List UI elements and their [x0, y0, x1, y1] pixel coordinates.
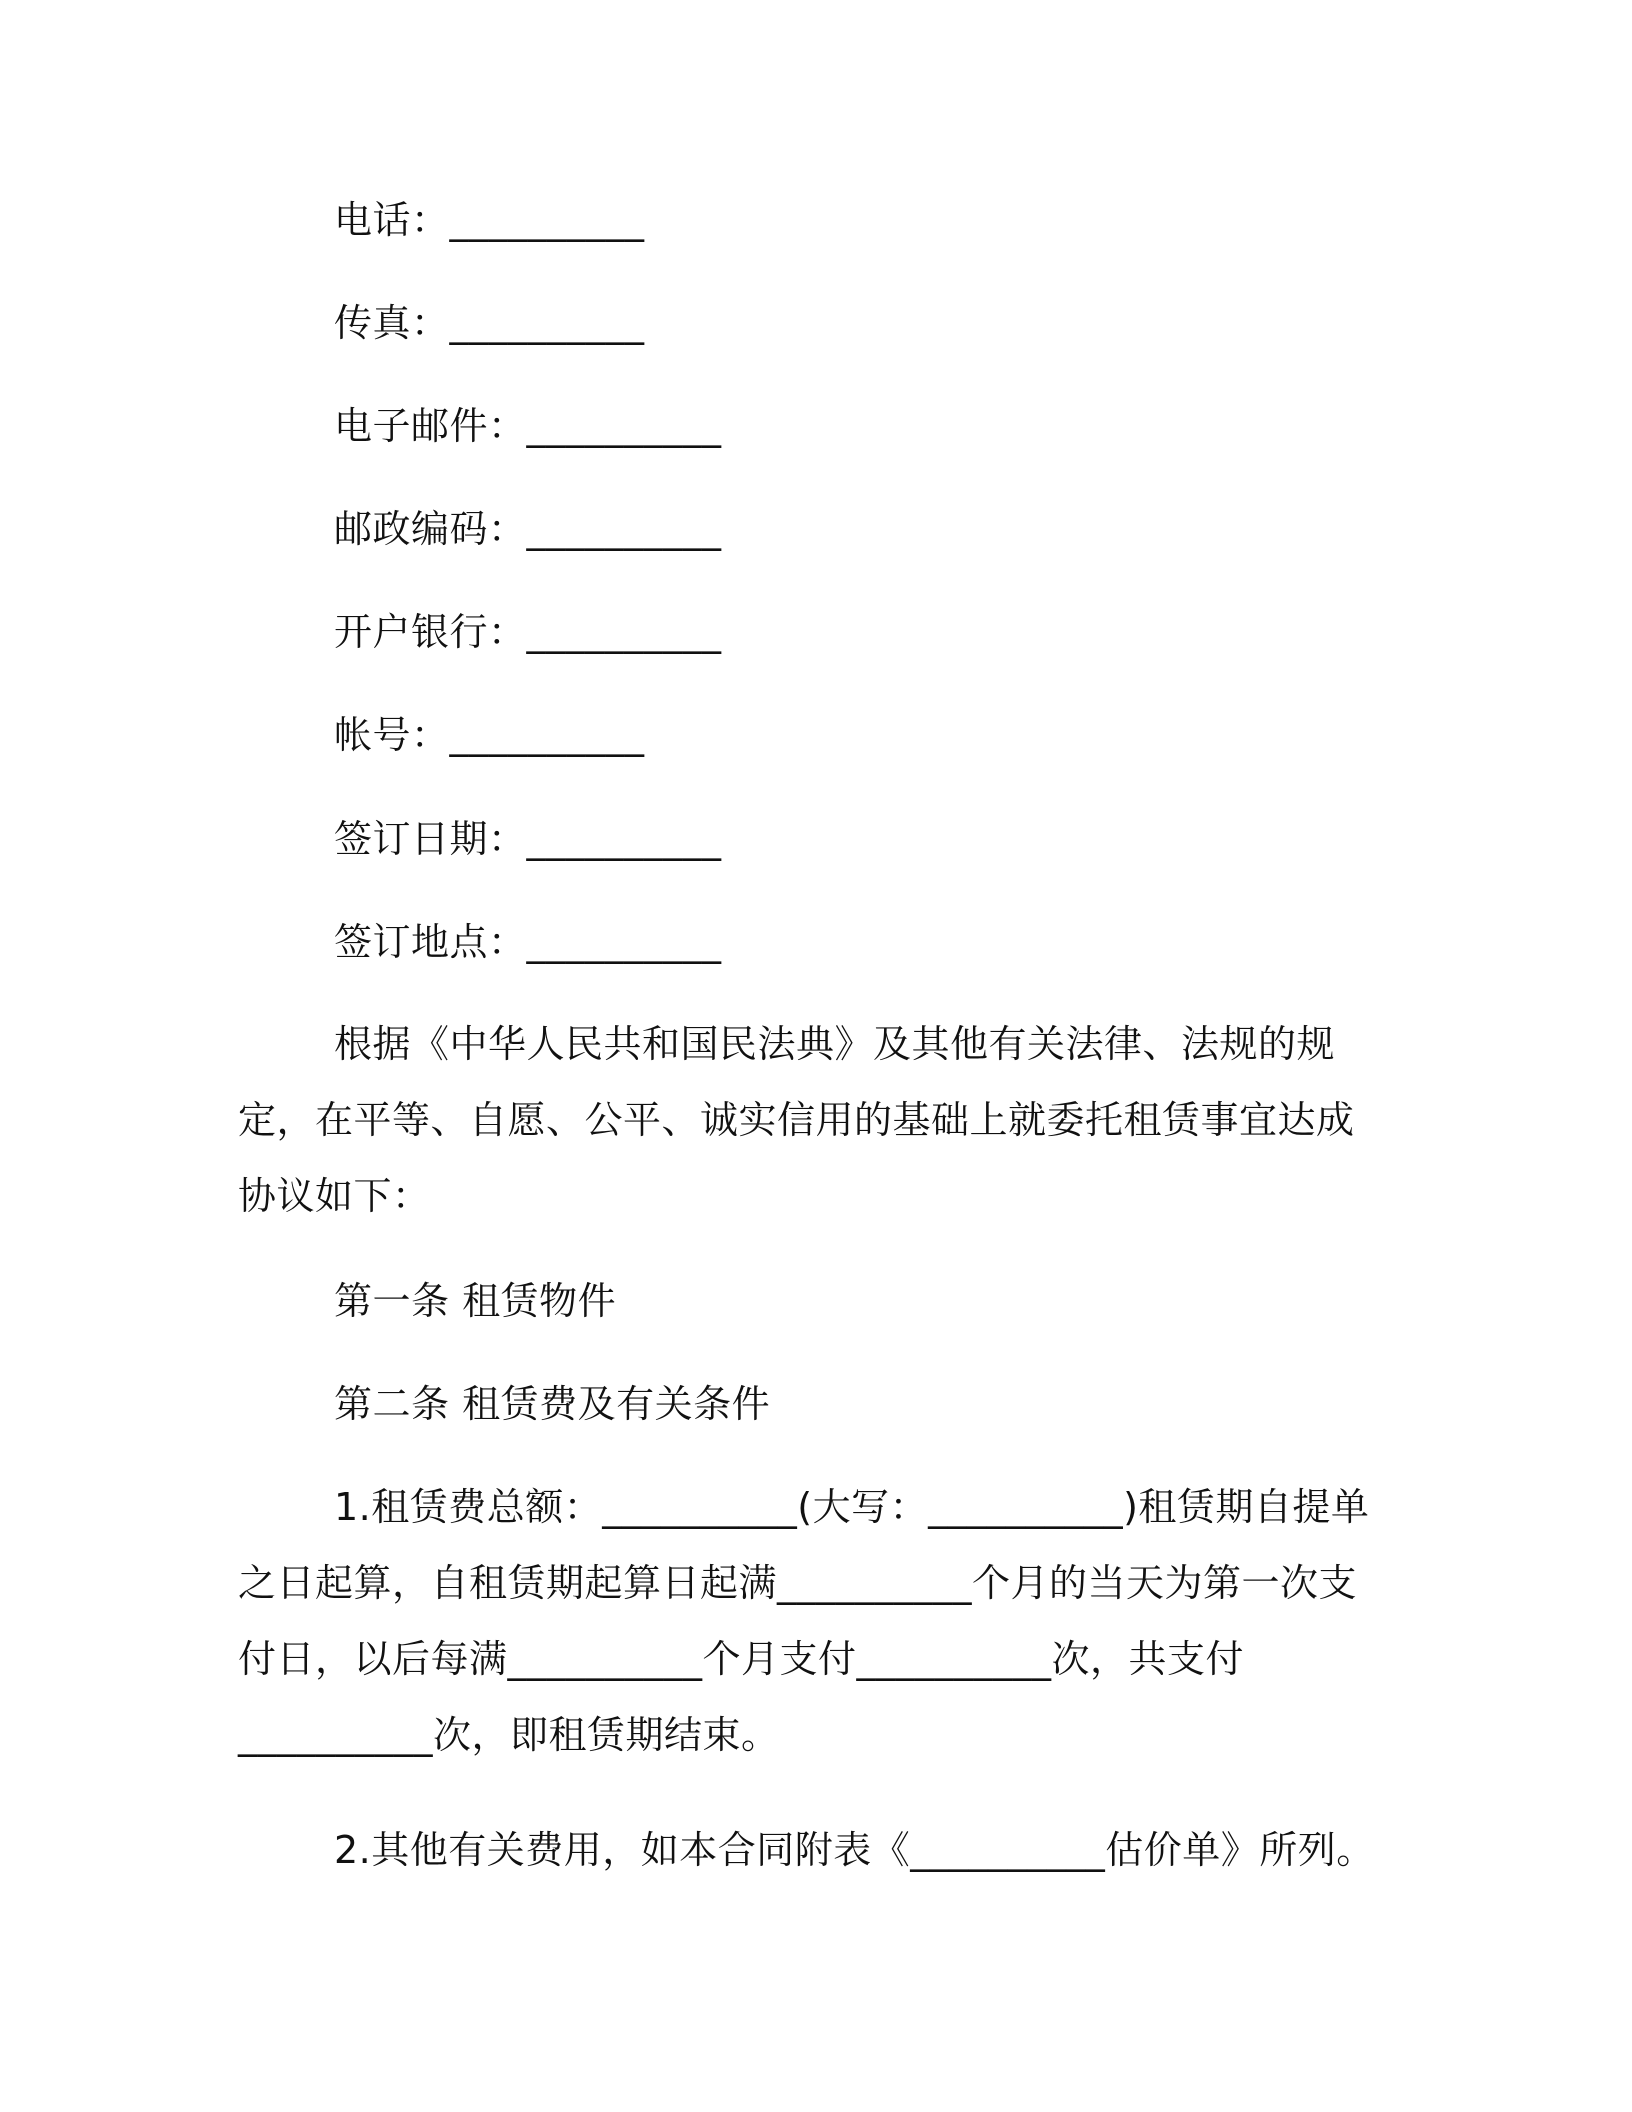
field-account-number: 帐号：__________ — [334, 713, 645, 757]
clause-1-paragraph — [238, 1469, 1378, 1773]
field-signing-date: 签订日期：__________ — [334, 817, 722, 861]
field-email: 电子邮件：__________ — [334, 404, 722, 448]
clause-2-paragraph — [238, 1812, 1378, 1888]
field-fax: 传真：__________ — [334, 301, 645, 345]
article-1-heading: 第一条 租赁物件 — [334, 1279, 617, 1323]
field-signing-place: 签订地点：__________ — [334, 920, 722, 964]
field-phone: 电话：__________ — [334, 198, 645, 242]
field-bank: 开户银行：__________ — [334, 610, 722, 654]
article-2-heading: 第二条 租赁费及有关条件 — [334, 1382, 771, 1426]
preamble-paragraph — [238, 1006, 1378, 1234]
preamble-text: 根据《中华人民共和国民法典》及其他有关法律、法规的规定，在平等、自愿、公平、诚实信用的基础上就委托租赁事宜达成协议如下： — [238, 1022, 1355, 1218]
clause-1-text: 1.租赁费总额：__________(大写：__________)租赁期自提单之日起算，自租赁期起算日起满__________个月的当天为第一次支付日，以后每满__________个月支付__________次，共支付__________次，即租赁期结束。 — [238, 1485, 1370, 1757]
field-postal-code: 邮政编码：__________ — [334, 507, 722, 551]
clause-2-text: 2.其他有关费用，如本合同附表《__________估价单》所列。 — [334, 1828, 1375, 1872]
